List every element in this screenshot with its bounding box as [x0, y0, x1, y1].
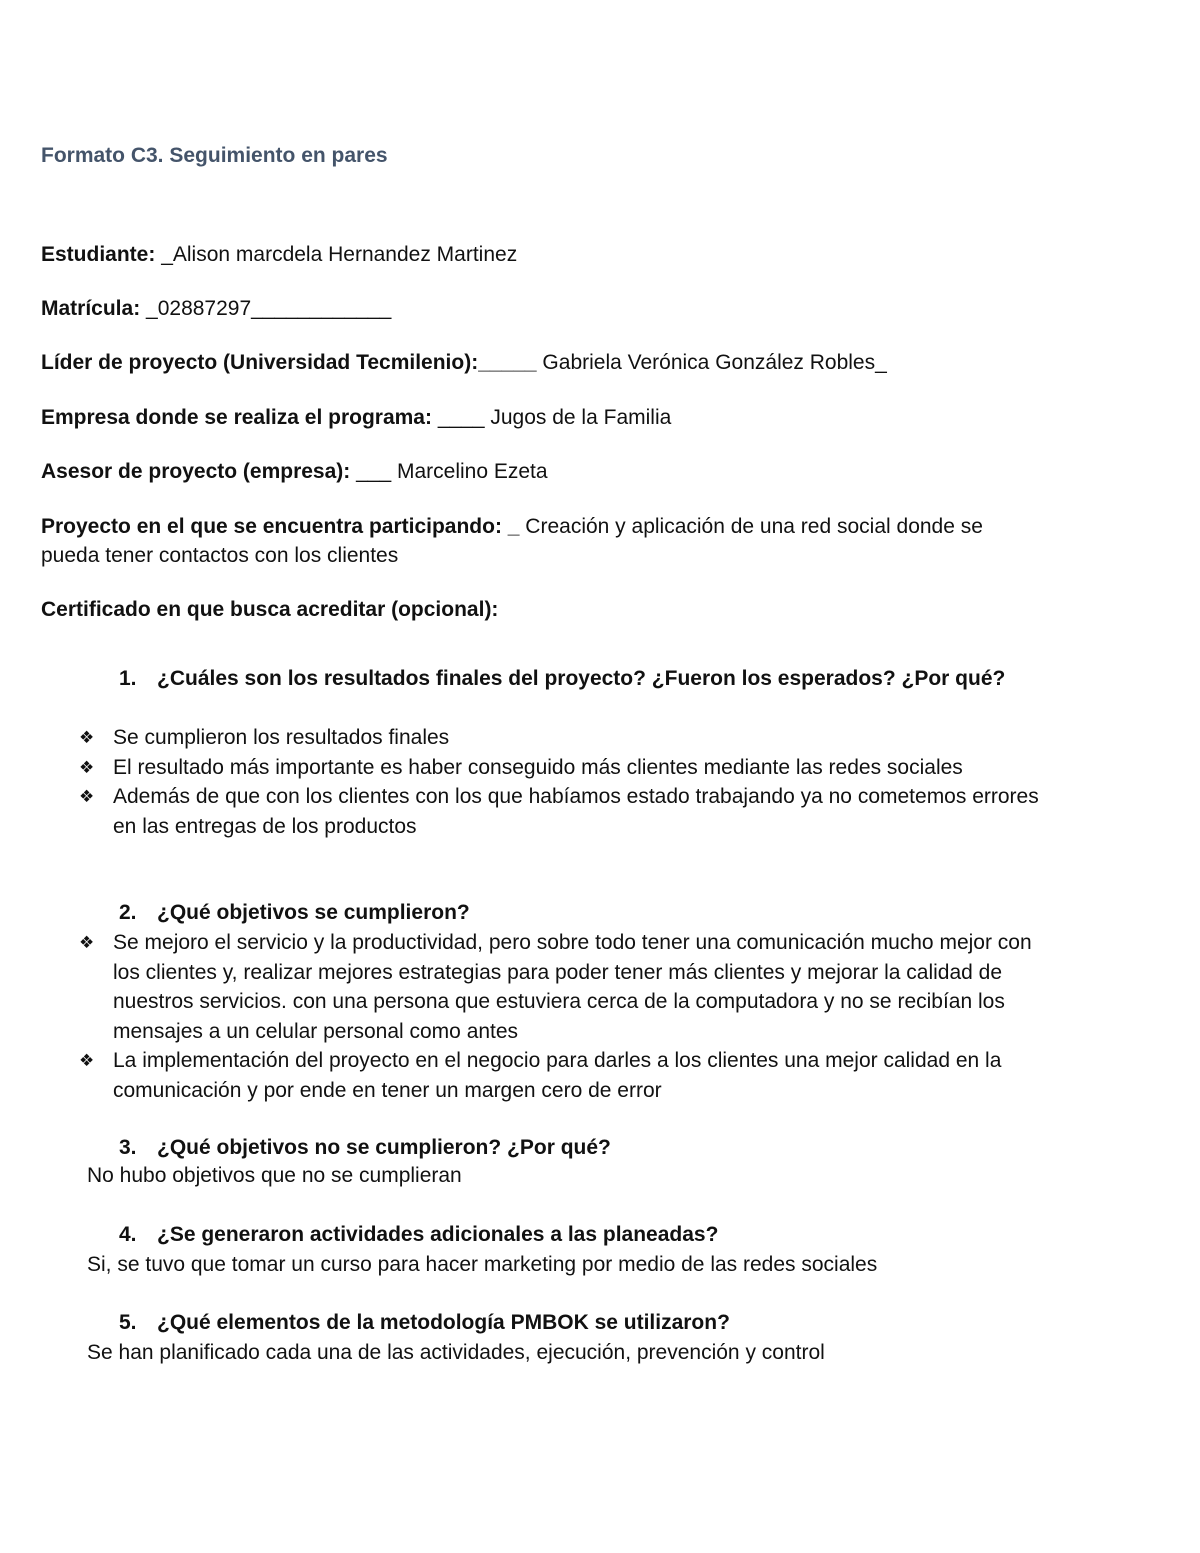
bullet-diamond-icon: ❖: [79, 757, 95, 777]
field-value: Gabriela Verónica González Robles_: [536, 351, 887, 374]
question-number: 4.: [119, 1223, 137, 1246]
field-label: Matrícula: [41, 297, 134, 320]
field-label: Asesor de proyecto (empresa):: [41, 460, 351, 483]
answer-5: Se han planificado cada una de las actividades, ejecución, prevención y control: [87, 1341, 825, 1364]
field-value: Creación y aplicación de una red social donde se pueda tener contactos con los clientes: [41, 515, 983, 567]
question-text: ¿Qué elementos de la metodología PMBOK se utilizaron?: [157, 1311, 730, 1334]
question-number: 2.: [119, 901, 137, 924]
list-item: ❖ El resultado más importante es haber conseguido más clientes mediante las redes sociales: [79, 753, 1039, 783]
question-number: 5.: [119, 1311, 137, 1334]
field-separator: :: [133, 297, 147, 320]
question-number: 1.: [119, 667, 137, 690]
list-item: ❖ Se cumplieron los resultados finales: [79, 723, 1039, 753]
field-label: Proyecto en el que se encuentra participando: _: [41, 515, 520, 538]
answer-list-2: [79, 928, 1039, 1105]
field-matricula: [41, 294, 391, 323]
question-text: ¿Se generaron actividades adicionales a las planeadas?: [157, 1223, 719, 1246]
list-item: ❖ Además de que con los clientes con los que habíamos estado trabajando ya no cometemos errores en las entregas de los productos: [79, 782, 1039, 841]
field-label: Certificado en que busca acreditar (opcional):: [41, 598, 499, 621]
field-lider: [41, 348, 887, 377]
field-estudiante: [41, 240, 517, 269]
question-5: [119, 1308, 1017, 1337]
field-separator: :: [148, 243, 162, 266]
question-text: ¿Qué objetivos se cumplieron?: [157, 901, 470, 924]
bullet-diamond-icon: ❖: [79, 1051, 95, 1070]
field-value: _02887297____________: [146, 297, 392, 320]
answer-4: Si, se tuvo que tomar un curso para hacer marketing por medio de las redes sociales: [87, 1253, 878, 1276]
bullet-diamond-icon: ❖: [79, 933, 95, 952]
answer-list-1: [79, 723, 1039, 841]
bullet-diamond-icon: ❖: [79, 787, 95, 806]
field-value: _Alison marcdela Hernandez Martinez: [161, 243, 518, 266]
field-certificado: [41, 595, 498, 624]
answer-3: No hubo objetivos que no se cumplieran: [87, 1164, 462, 1187]
field-asesor: [41, 457, 548, 486]
field-label: Estudiante: [41, 243, 149, 266]
question-2: [119, 898, 1017, 927]
list-item: ❖ La implementación del proyecto en el negocio para darles a los clientes una mejor calidad en la comunicación y por ende en tener un margen cero de error: [79, 1046, 1039, 1105]
question-4: [119, 1220, 1017, 1249]
field-value: ___ Marcelino Ezeta: [350, 460, 548, 483]
question-1: [119, 664, 1007, 693]
document-title: Formato C3. Seguimiento en pares: [41, 144, 388, 167]
question-number: 3.: [119, 1136, 137, 1159]
list-item: ❖ Se mejoro el servicio y la productividad, pero sobre todo tener una comunicación mucho mejor con los clientes y, realizar mejores estrategias para poder tener más clientes y mejorar la calidad de nuestros servicios. con una persona que estuviera cerca de la computadora y no se recibían los mensajes a un celular personal como antes: [79, 928, 1039, 1046]
field-empresa: [41, 403, 671, 432]
question-3: [119, 1133, 1017, 1162]
question-text: ¿Cuáles son los resultados finales del proyecto? ¿Fueron los esperados? ¿Por qué?: [157, 667, 1006, 690]
field-label: Empresa donde se realiza el programa:: [41, 406, 432, 429]
bullet-diamond-icon: ❖: [79, 728, 95, 747]
question-text: ¿Qué objetivos no se cumplieron? ¿Por qué?: [157, 1136, 611, 1159]
field-proyecto: [41, 512, 1041, 570]
field-label: Líder de proyecto (Universidad Tecmilenio):_____: [41, 351, 537, 374]
field-value: ____ Jugos de la Familia: [431, 406, 672, 429]
